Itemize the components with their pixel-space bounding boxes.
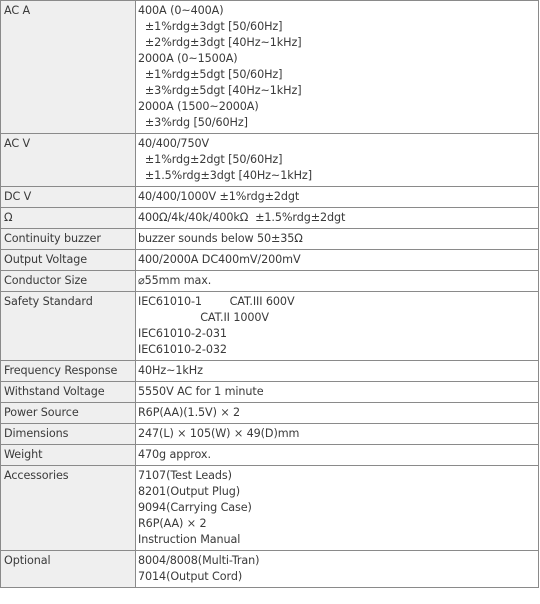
spec-value-line: 400A (0~400A) xyxy=(138,4,224,17)
spec-value-line: ±2%rdg±3dgt [40Hz~1kHz] xyxy=(138,36,302,49)
spec-value-line: 8004/8008(Multi-Tran) xyxy=(138,554,260,567)
spec-label: Accessories xyxy=(1,466,136,551)
spec-value xyxy=(136,445,539,466)
spec-value-line: 40Hz~1kHz xyxy=(138,364,203,377)
spec-row xyxy=(1,382,539,403)
spec-value-line: 8201(Output Plug) xyxy=(138,485,240,498)
spec-value xyxy=(136,1,539,134)
spec-label: Conductor Size xyxy=(1,271,136,292)
spec-value-line: 400Ω/4k/40k/400kΩ ±1.5%rdg±2dgt xyxy=(138,211,346,224)
spec-value xyxy=(136,187,539,208)
spec-value-line: IEC61010-1 CAT.III 600V xyxy=(138,295,295,308)
spec-row xyxy=(1,466,539,551)
spec-row xyxy=(1,134,539,187)
spec-row xyxy=(1,208,539,229)
spec-row xyxy=(1,187,539,208)
spec-value-line: IEC61010-2-031 xyxy=(138,327,227,340)
spec-value-line: ±3%rdg [50/60Hz] xyxy=(138,116,248,129)
spec-value xyxy=(136,292,539,361)
spec-value-line: ⌀55mm max. xyxy=(138,274,212,287)
spec-row xyxy=(1,1,539,134)
spec-row xyxy=(1,551,539,588)
spec-label: Frequency Response xyxy=(1,361,136,382)
spec-value xyxy=(136,229,539,250)
spec-value-line: 7014(Output Cord) xyxy=(138,570,243,583)
spec-row xyxy=(1,361,539,382)
spec-value xyxy=(136,424,539,445)
spec-value xyxy=(136,466,539,551)
spec-value xyxy=(136,361,539,382)
spec-value-line: CAT.II 1000V xyxy=(138,311,269,324)
spec-label: AC V xyxy=(1,134,136,187)
specifications-table-body xyxy=(1,1,539,588)
spec-value xyxy=(136,403,539,424)
spec-value-line: 7107(Test Leads) xyxy=(138,469,232,482)
spec-value-line: Instruction Manual xyxy=(138,533,241,546)
spec-value-line: 40/400/750V xyxy=(138,137,210,150)
spec-row xyxy=(1,445,539,466)
spec-value-line: 40/400/1000V ±1%rdg±2dgt xyxy=(138,190,300,203)
spec-row xyxy=(1,271,539,292)
spec-label: Optional xyxy=(1,551,136,588)
spec-value xyxy=(136,134,539,187)
spec-value-line: ±1%rdg±3dgt [50/60Hz] xyxy=(138,20,283,33)
spec-row xyxy=(1,424,539,445)
spec-label: Ω xyxy=(1,208,136,229)
spec-value-line: 247(L) × 105(W) × 49(D)mm xyxy=(138,427,300,440)
spec-value-line: 9094(Carrying Case) xyxy=(138,501,252,514)
spec-value xyxy=(136,250,539,271)
spec-value-line: IEC61010-2-032 xyxy=(138,343,227,356)
spec-value-line: R6P(AA)(1.5V) × 2 xyxy=(138,406,241,419)
spec-value-line: 400/2000A DC400mV/200mV xyxy=(138,253,301,266)
spec-label: Continuity buzzer xyxy=(1,229,136,250)
spec-value-line: 5550V AC for 1 minute xyxy=(138,385,264,398)
spec-label: Withstand Voltage xyxy=(1,382,136,403)
spec-row xyxy=(1,229,539,250)
spec-value xyxy=(136,382,539,403)
spec-value-line: R6P(AA) × 2 xyxy=(138,517,207,530)
spec-row xyxy=(1,403,539,424)
spec-value xyxy=(136,208,539,229)
spec-value-line: ±1%rdg±5dgt [50/60Hz] xyxy=(138,68,283,81)
spec-row xyxy=(1,250,539,271)
spec-value-line: 2000A (1500~2000A) xyxy=(138,100,259,113)
spec-label: AC A xyxy=(1,1,136,134)
spec-label: Output Voltage xyxy=(1,250,136,271)
spec-label: Dimensions xyxy=(1,424,136,445)
spec-label: Safety Standard xyxy=(1,292,136,361)
spec-value-line: buzzer sounds below 50±35Ω xyxy=(138,232,303,245)
spec-label: Weight xyxy=(1,445,136,466)
spec-value xyxy=(136,271,539,292)
spec-value-line: ±3%rdg±5dgt [40Hz~1kHz] xyxy=(138,84,302,97)
spec-value-line: ±1%rdg±2dgt [50/60Hz] xyxy=(138,153,283,166)
spec-value-line: ±1.5%rdg±3dgt [40Hz~1kHz] xyxy=(138,169,312,182)
spec-value xyxy=(136,551,539,588)
spec-label: DC V xyxy=(1,187,136,208)
spec-row xyxy=(1,292,539,361)
spec-value-line: 2000A (0~1500A) xyxy=(138,52,238,65)
spec-value-line: 470g approx. xyxy=(138,448,211,461)
spec-label: Power Source xyxy=(1,403,136,424)
